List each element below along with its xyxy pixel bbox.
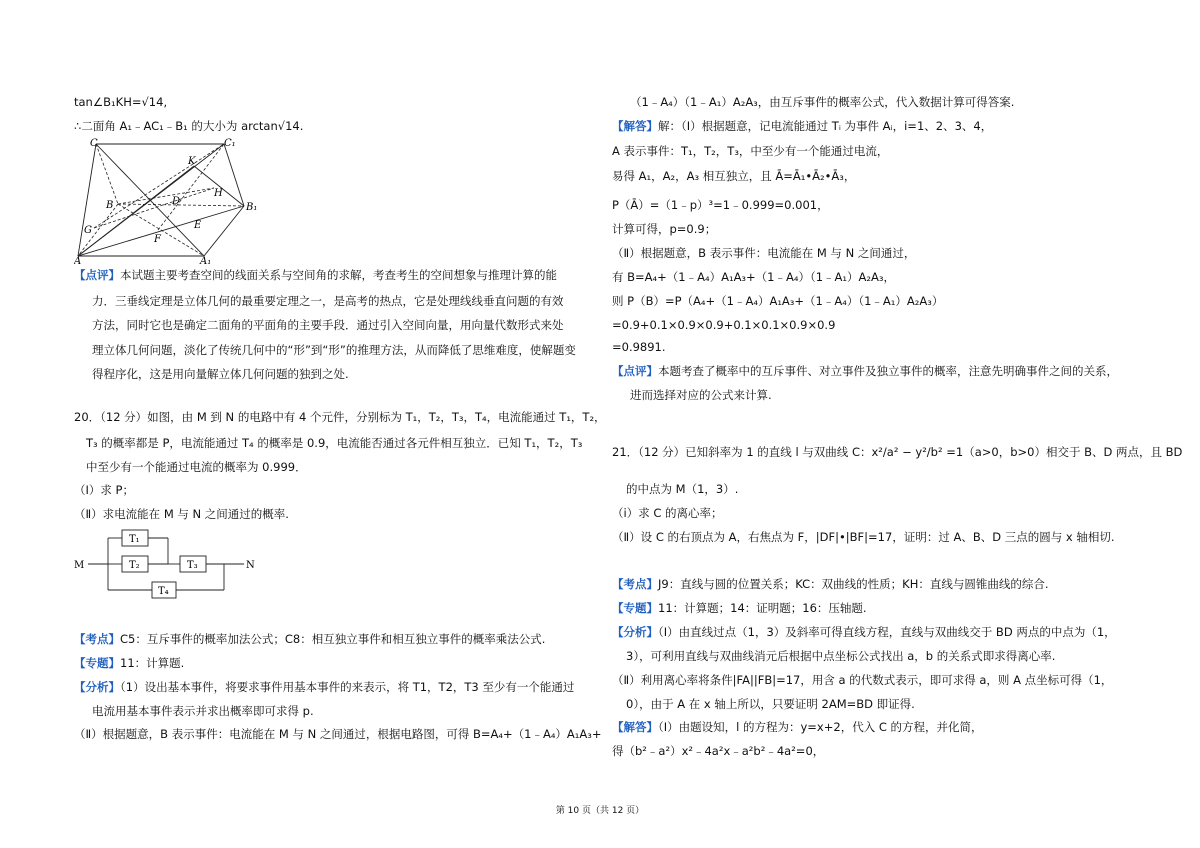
label-F: F: [154, 234, 161, 245]
jieda-line-4: P（Ā）=（1﹣p）³=1﹣0.999=0.001，: [612, 198, 829, 212]
label-G: G: [84, 225, 92, 236]
zhuanti2-line: 【专题】11：计算题；14：证明题；16：压轴题.: [612, 601, 867, 615]
prism-figure: [74, 136, 274, 264]
q21-part-1: （ⅰ）求 C 的离心率；: [612, 506, 723, 520]
q20-line-2: T₃ 的概率都是 P，电流能通过 T₄ 的概率是 0.9，电流能否通过各元件相互独立．已知 T₁，T₂，T₃: [86, 436, 583, 450]
fenxi2-line-2: 3），可利用直线与双曲线消元后根据中点坐标公式找出 a，b 的关系式即求得离心率.: [626, 649, 1056, 663]
q20-line-1: 20．（12 分）如图，由 M 到 N 的电路中有 4 个元件，分别标为 T₁，T₂，T₃，T₄，电流能通过 T₁，T₂，: [74, 410, 606, 424]
circuit-T3: T₃: [187, 560, 198, 571]
circuit-T4: T₄: [158, 586, 169, 597]
circuit-T2: T₂: [129, 560, 140, 571]
jieda-line-8: 则 P（B）=P（A₄+（1﹣A₄）A₁A₃+（1﹣A₄）（1﹣A₁）A₂A₃）: [612, 294, 944, 308]
comment-tag: 【点评】: [74, 268, 120, 282]
jieda2-line-1: 【解答】（Ⅰ）由题设知，l 的方程为：y=x+2，代入 C 的方程，并化简，: [612, 720, 983, 734]
jieda-line-2: A 表示事件：T₁，T₂，T₃，中至少有一个能通过电流，: [612, 144, 889, 158]
zhuanti-line: 【专题】11：计算题.: [74, 656, 185, 670]
label-H: H: [214, 188, 223, 199]
circuit-N: N: [246, 560, 255, 571]
fenxi2-line-1: 【分析】（Ⅰ）由直线过点（1，3）及斜率可得直线方程，直线与双曲线交于 BD 两点的中点为（1，: [612, 625, 1116, 639]
label-A1: A₁: [200, 256, 212, 264]
circuit-T1: T₁: [129, 534, 140, 545]
jieda-line-1: 【解答】解：（Ⅰ）根据题意，记电流能通过 Tᵢ 为事件 Aᵢ，i=1、2、3、4，: [612, 119, 993, 133]
jieda-line-10: =0.9891.: [612, 340, 666, 354]
label-B1: B₁: [246, 202, 258, 213]
label-C1: C₁: [224, 138, 236, 149]
q21-line-1: 21．（12 分）已知斜率为 1 的直线 l 与双曲线 C：x²/a² − y²/b² =1（a>0，b>0）相交于 B、D 两点，且 BD: [612, 445, 1183, 459]
fenxi-line-2: 电流用基本事件表示并求出概率即可求得 p.: [92, 704, 314, 718]
comment-line-4: 理立体几何问题，淡化了传统几何中的“形”到“形”的推理方法，从而降低了思维难度，使解题变: [92, 343, 576, 357]
dianping-line-2: 进而选择对应的公式来计算.: [630, 388, 772, 402]
comment-line-5: 得程序化，这是用向量解立体几何问题的独到之处.: [92, 367, 349, 381]
tan-line: tan∠B₁KH=√14,: [74, 95, 168, 109]
q21-part-2: （Ⅱ）设 C 的右顶点为 A，右焦点为 F，|DF|•|BF|=17，证明：过 A、B、D 三点的圆与 x 轴相切.: [612, 530, 1115, 544]
kaodian-line: 【考点】C5：互斥事件的概率加法公式；C8：相互独立事件和相互独立事件的概率乘法公式.: [74, 632, 546, 646]
fenxi-line-3: （Ⅱ）根据题意，B 表示事件：电流能在 M 与 N 之间通过，根据电路图，可得 B=A₄+（1﹣A₄）A₁A₃+: [74, 727, 602, 741]
label-C: C: [90, 138, 98, 149]
jieda-line-7: 有 B=A₄+（1﹣A₄）A₁A₃+（1﹣A₄）（1﹣A₁）A₂A₃，: [612, 270, 895, 284]
jieda-line-9: =0.9+0.1×0.9×0.9+0.1×0.1×0.9×0.9: [612, 318, 836, 332]
label-K: K: [188, 156, 196, 167]
jieda-line-5: 计算可得，p=0.9；: [612, 222, 717, 236]
jieda-line-6: （Ⅱ）根据题意，B 表示事件：电流能在 M 与 N 之间通过，: [612, 246, 916, 260]
circuit-M: M: [74, 560, 85, 571]
comment-line-2: 力．三垂线定理是立体几何的最重要定理之一，是高考的热点，它是处理线线垂直问题的有效: [92, 294, 564, 308]
jieda2-line-2: 得（b²﹣a²）x²﹣4a²x﹣a²b²﹣4a²=0，: [612, 744, 825, 758]
comment-line-1: 【点评】本试题主要考查空间的线面关系与空间角的求解，考查考生的空间想象与推理计算的能: [74, 268, 557, 282]
dihedral-angle-line: ∴二面角 A₁﹣AC₁﹣B₁ 的大小为 arctan√14.: [74, 119, 304, 133]
fenxi2-line-3: （Ⅱ）利用离心率将条件|FA||FB|=17，用含 a 的代数式表示，即可求得 a，则 A 点坐标可得（1，: [612, 673, 1113, 687]
fenxi-line-1: 【分析】（1）设出基本事件，将要求事件用基本事件的来表示，将 T1，T2，T3 至少有一个能通过: [74, 680, 575, 694]
page-footer: 第 10 页（共 12 页）: [555, 806, 645, 816]
label-B: B: [106, 200, 114, 211]
comment-line-3: 方法，同时它也是确定二面角的平面角的主要手段．通过引入空间向量，用向量代数形式来处: [92, 318, 564, 332]
q20-part-1: （Ⅰ）求 P；: [74, 483, 134, 497]
fenxi2-line-4: 0），由于 A 在 x 轴上所以，只要证明 2AM=BD 即证得.: [626, 697, 915, 711]
q20-part-2: （Ⅱ）求电流能在 M 与 N 之间通过的概率.: [74, 507, 289, 521]
q21-line-2: 的中点为 M（1，3）.: [626, 482, 739, 496]
continuation-line: （1﹣A₄）（1﹣A₁）A₂A₃，由互斥事件的概率公式，代入数据计算可得答案.: [630, 95, 1015, 109]
dianping-line-1: 【点评】本题考查了概率中的互斥事件、对立事件及独立事件的概率，注意先明确事件之间的关系，: [612, 364, 1118, 378]
q20-line-3: 中至少有一个能通过电流的概率为 0.999．: [86, 460, 307, 474]
kaodian2-line: 【考点】J9：直线与圆的位置关系；KC：双曲线的性质；KH：直线与圆锥曲线的综合.: [612, 577, 1049, 591]
label-D: D: [172, 196, 181, 207]
label-E: E: [194, 220, 202, 231]
label-A: A: [74, 256, 82, 264]
jieda-line-3: 易得 A₁，A₂，A₃ 相互独立，且 Ā=Ā₁•Ā₂•Ā₃，: [612, 169, 856, 183]
circuit-diagram: [74, 526, 274, 602]
